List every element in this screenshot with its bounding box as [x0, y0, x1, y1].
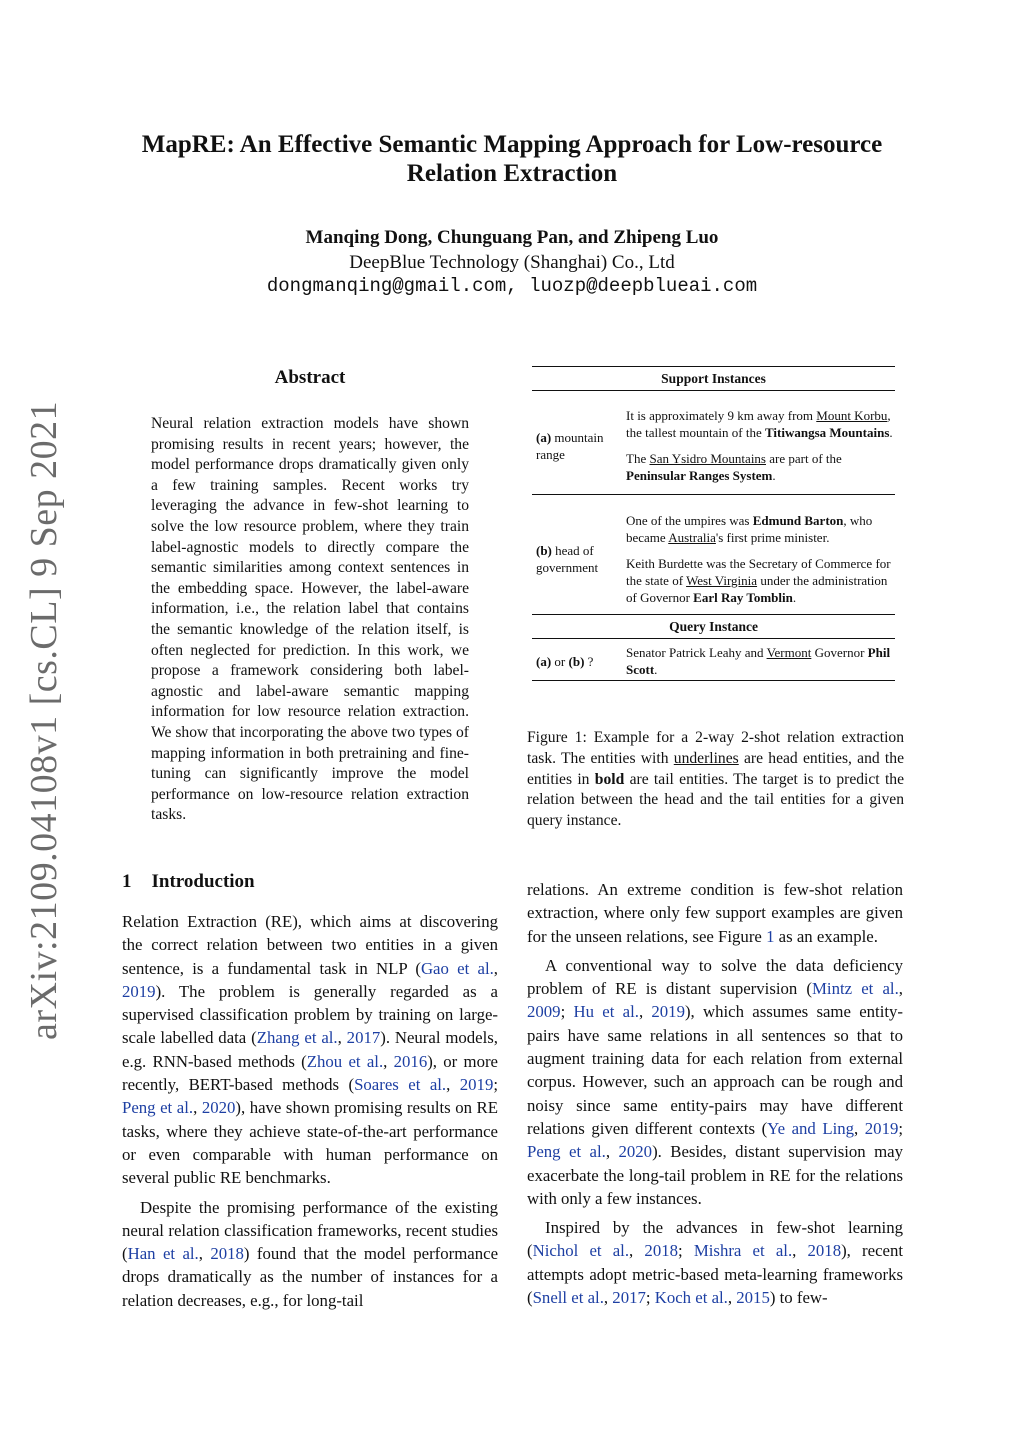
text: .: [792, 590, 797, 605]
support-sentence-a2: [624, 450, 895, 484]
label-id: (a): [536, 429, 552, 445]
relation-label-a: [532, 407, 624, 484]
section-title: Introduction: [151, 871, 255, 892]
text: .: [889, 425, 893, 440]
text: ). Besides, distant supervision may exacerbate the long-tail problem in RE for the relations with only a few instances.: [527, 1142, 904, 1208]
tail-entity: Peninsular Ranges System: [626, 468, 773, 483]
label-text: head of government: [536, 543, 599, 575]
label-text: mountain range: [536, 429, 604, 462]
cite-author: Gao et al.: [420, 958, 494, 978]
text: ,: [727, 1288, 737, 1308]
citation-link[interactable]: Ye and Ling: [767, 1118, 855, 1138]
tail-entity: Edmund Barton: [752, 513, 844, 528]
citation-year-link[interactable]: 2019: [651, 1002, 685, 1022]
text: ?: [584, 653, 594, 669]
citation-year-link[interactable]: 2017: [612, 1288, 646, 1308]
text: It is approximately 9 km away from: [626, 408, 817, 423]
text: ;: [560, 1002, 574, 1022]
support-instances-header: Support Instances: [661, 371, 766, 386]
support-sentence-a1: [624, 407, 895, 441]
text: Inspired by the advances in few-shot learning (: [527, 1218, 903, 1261]
intro-paragraph-5: [527, 1216, 903, 1309]
text: ,: [638, 1002, 652, 1022]
text: ,: [193, 1098, 202, 1118]
citation-year-link[interactable]: 2018: [210, 1244, 244, 1264]
query-instance-header: Query Instance: [669, 619, 758, 634]
citation-link[interactable]: Koch et al.: [654, 1288, 728, 1308]
text: ,: [198, 1244, 211, 1264]
figure-1-table: [532, 366, 895, 681]
text: ,: [854, 1118, 865, 1138]
intro-paragraph-2: [122, 1196, 498, 1312]
intro-left-column: [122, 910, 498, 1312]
text: .: [772, 468, 776, 483]
section-number: 1: [122, 871, 132, 892]
query-label: [532, 644, 624, 678]
text: under the administration of Governor: [626, 573, 888, 605]
text: Relation Extraction (RE), which aims at discovering the correct relation between two entities in a given sentence, is a fundamental task in NLP (: [122, 912, 498, 978]
citation-year-link[interactable]: 2016: [393, 1051, 428, 1071]
abstract-text: Neural relation extraction models have shown promising results in recent years; however, the model performance drops dramatically given only a few training samples. Recent works try leveraging the advance in few-shot learning to solve the low resource problem, where they train label-agnostic models to directly compare the semantic similarities among context sentences in the embedding space. However, the label-aware information, i.e., the relation label that contains the semantic knowledge of the relation itself, is often neglected for prediction. In this work, we propose a framework considering both label-agnostic and label-aware semantic mapping information for low resource relation extraction. We show that incorporating the above two types of mapping information in both pretraining and fine-tuning can significantly improve the model performance on low-resource relation extraction tasks.: [151, 415, 469, 824]
citation-link[interactable]: Peng et al.: [122, 1098, 194, 1118]
citation-year-link[interactable]: 2019: [122, 981, 156, 1001]
label-id: (b): [536, 543, 552, 558]
authors: Manqing Dong, Chunguang Pan, and Zhipeng Luo: [305, 227, 719, 248]
text: ,: [629, 1241, 645, 1261]
title-line-2: Relation Extraction: [406, 160, 618, 187]
text: underlines: [673, 749, 739, 767]
citation-link[interactable]: Han et al.: [127, 1244, 199, 1264]
text: Despite the promising performance of the existing neural relation classification frameworks, recent studies (: [122, 1197, 498, 1264]
text: ) to few-: [769, 1288, 828, 1308]
text: or: [551, 653, 569, 669]
head-entity: San Ysidro Mountains: [649, 451, 766, 466]
text: relations. An extreme condition is few-shot relation extraction, where only few support examples are given for the unseen relations, see Figure: [527, 880, 903, 946]
text: Governor: [811, 645, 868, 660]
citation-year-link[interactable]: 2018: [644, 1241, 678, 1261]
head-entity: Mount Korbu: [816, 408, 888, 423]
citation-link[interactable]: Nichol et al.: [532, 1241, 630, 1261]
text: ,: [337, 1028, 347, 1048]
text: are head entities, and the entities in: [527, 749, 904, 788]
support-row-b: [532, 495, 895, 606]
citation-link[interactable]: Mishra et al.: [693, 1241, 793, 1261]
text: are part of the: [766, 451, 842, 466]
intro-paragraph-1: [122, 910, 498, 1190]
text: are tail entities. The target is to predict the relation between the head and the tail entities for a given query instance.: [527, 770, 905, 830]
tail-entity: Phil Scott: [626, 645, 891, 677]
section-heading-introduction: [122, 871, 255, 893]
citation-link[interactable]: Zhang et al.: [256, 1028, 338, 1048]
arxiv-stamp: arXiv:2109.04108v1 [cs.CL] 9 Sep 2021: [23, 400, 65, 1040]
citation-year-link[interactable]: 2009: [527, 1002, 561, 1022]
paper-title: [100, 130, 924, 188]
text: ,: [605, 1142, 619, 1162]
head-entity: Australia: [668, 530, 716, 545]
citation-link[interactable]: Soares et al.: [354, 1075, 447, 1095]
tail-entity: Earl Ray Tomblin: [693, 590, 793, 605]
text: ), recent attempts adopt metric-based meta-learning frameworks (: [527, 1241, 904, 1308]
citation-link[interactable]: [421, 959, 494, 978]
text: ,: [493, 958, 498, 978]
citation-year-link[interactable]: 2020: [201, 1098, 236, 1118]
label-id: (a): [536, 653, 552, 669]
citation-year-link[interactable]: 2019: [864, 1118, 899, 1138]
affiliation: DeepBlue Technology (Shanghai) Co., Ltd: [349, 252, 675, 273]
citation-link[interactable]: Hu et al.: [573, 1002, 639, 1022]
text: ). Neural models, e.g. RNN-based methods (: [122, 1028, 499, 1071]
text: ;: [493, 1075, 498, 1095]
intro-paragraph-4: [527, 954, 903, 1210]
text: Figure 1: Example for a 2-way 2-shot relation extraction task. The entities with: [527, 729, 904, 767]
text: ), have shown promising results on RE tasks, where they achieve state-of-the-art performance or even comparable with human performance on several public RE benchmarks.: [122, 1098, 498, 1188]
intro-paragraph-3: [527, 878, 903, 948]
text: ,: [603, 1288, 613, 1308]
head-entity: Vermont: [766, 645, 812, 660]
text: , who became: [626, 513, 873, 545]
abstract-heading: Abstract: [274, 367, 346, 388]
citation-year-link[interactable]: 2018: [807, 1241, 842, 1261]
query-sentence: [624, 644, 895, 678]
text: ). The problem is generally regarded as a supervised classification problem by training on large-scale labelled data (: [122, 981, 498, 1048]
citation-link[interactable]: Mintz et al.: [812, 979, 899, 999]
citation-year-link[interactable]: 2020: [618, 1142, 653, 1162]
text: ;: [645, 1288, 655, 1308]
label-id: (b): [568, 653, 585, 669]
query-row: [532, 639, 895, 680]
intro-right-column: [527, 878, 903, 1309]
text: ) found that the model performance drops dramatically as the number of instances for a relation decreases, e.g., for long-tail: [122, 1244, 499, 1310]
text: .: [654, 662, 658, 677]
text: as an example.: [774, 926, 878, 946]
text: bold: [594, 770, 625, 788]
tail-entity: Titiwangsa Mountains: [765, 425, 890, 440]
text: , the tallest mountain of the: [626, 408, 891, 440]
support-row-a: [532, 391, 895, 484]
citation-link[interactable]: Zhou et al.: [306, 1051, 384, 1071]
text: ;: [677, 1241, 694, 1261]
citation-year-link[interactable]: 2019: [459, 1075, 494, 1095]
text: ,: [898, 979, 903, 999]
text: The: [626, 451, 650, 466]
table-bottom-rule: [532, 680, 895, 681]
citation-year-link[interactable]: 2017: [346, 1028, 381, 1048]
support-sentence-b1: [624, 512, 895, 546]
text: A conventional way to solve the data deficiency problem of RE is distant supervision (: [527, 955, 903, 999]
figure-ref-link[interactable]: 1: [766, 926, 775, 946]
emails: dongmanqing@gmail.com, luozp@deepblueai.com: [266, 275, 758, 297]
text: Keith Burdette was the Secretary of Commerce for the state of: [626, 556, 891, 588]
support-sentence-b2: [624, 555, 895, 606]
head-entity: West Virginia: [686, 573, 758, 588]
citation-link[interactable]: Snell et al.: [532, 1288, 604, 1308]
text: ), or more recently, BERT-based methods (: [122, 1051, 499, 1095]
text: One of the umpires was: [626, 513, 753, 528]
text: 's first prime minister.: [715, 530, 830, 545]
text: ;: [898, 1118, 904, 1138]
text: ,: [383, 1051, 394, 1071]
title-line-1: MapRE: An Effective Semantic Mapping Approach for Low-resource: [141, 131, 883, 158]
citation-link[interactable]: Peng et al.: [527, 1142, 606, 1162]
text: ,: [446, 1075, 460, 1095]
figure-1-caption: [527, 728, 904, 832]
text: Senator Patrick Leahy and: [626, 645, 767, 660]
text: ), which assumes same entity-pairs have same relations in all sentences so that to augment training data for each relation from external corpus. However, such an approach can be rough and noisy since same entity-pairs may have different relations given different contexts (: [527, 1002, 903, 1138]
relation-label-b: [532, 512, 624, 606]
citation-year-link[interactable]: 2015: [736, 1288, 770, 1308]
text: ,: [792, 1241, 808, 1261]
